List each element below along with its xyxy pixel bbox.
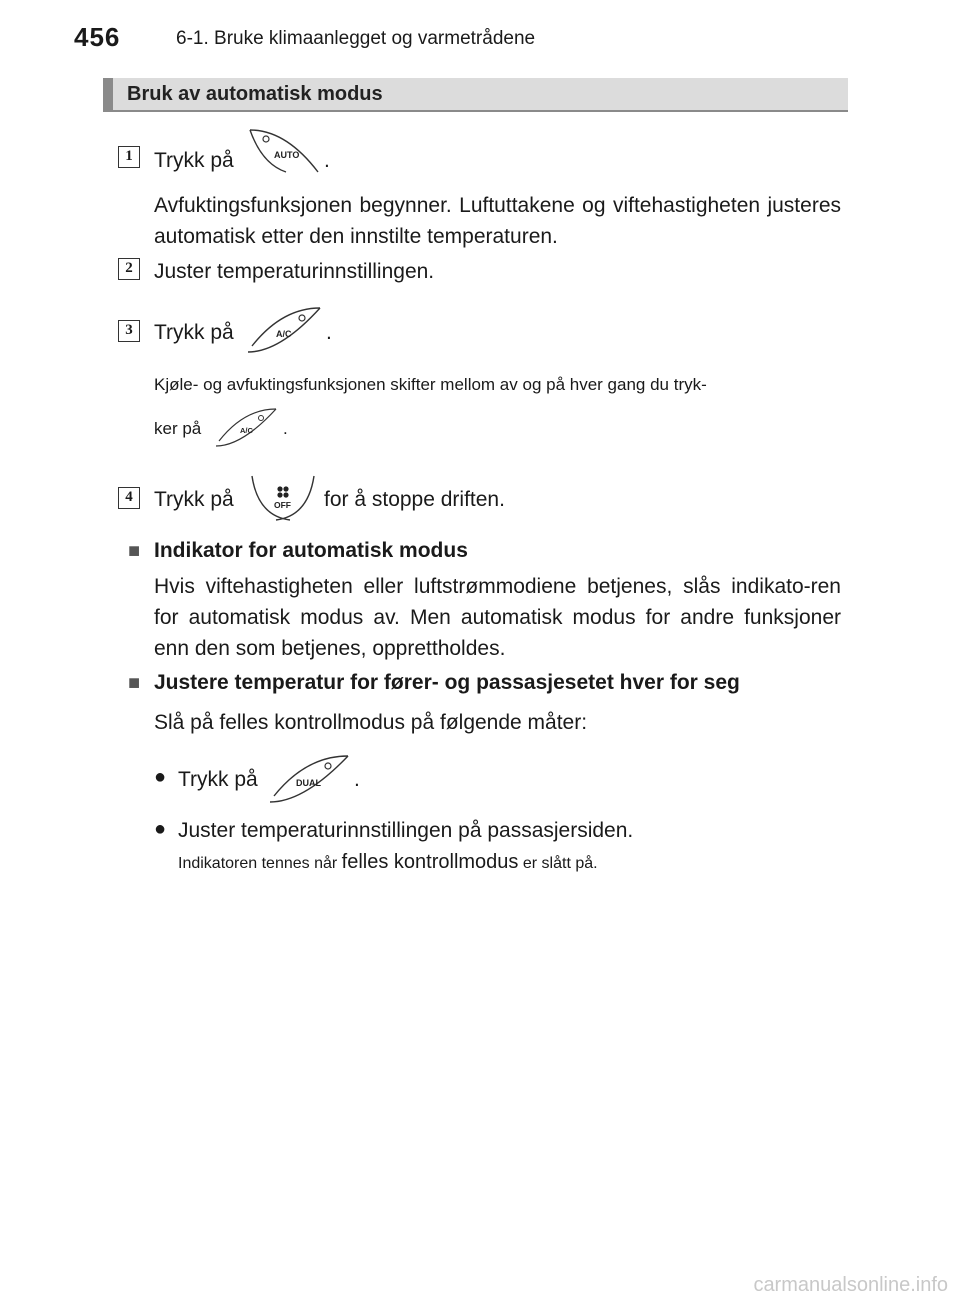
round-bullet-icon: ●	[154, 766, 167, 788]
fan-icon	[277, 486, 288, 497]
step-4-suffix: for å stoppe driften.	[324, 488, 505, 511]
watermark: carmanualsonline.info	[753, 1274, 948, 1296]
note-2-bullet-1-suffix: .	[354, 768, 360, 791]
note-2-bullet-2-text: Juster temperaturinnstillingen på passasjersiden.	[178, 819, 634, 842]
footnote-part-b: felles kontrollmodus	[341, 851, 519, 873]
note-2-footnote	[178, 851, 598, 874]
ac-button-icon	[246, 304, 324, 354]
off-button-label: OFF	[274, 500, 291, 510]
step-3-detail-suffix: .	[283, 419, 288, 438]
note-2-bullet-1-prefix: Trykk på	[178, 768, 258, 791]
note-2-text: Slå på felles kontrollmodus på følgende måter:	[154, 711, 588, 734]
step-number-3: 3	[118, 320, 140, 342]
step-1-suffix: .	[324, 149, 330, 172]
step-1-prefix: Trykk på	[154, 149, 234, 172]
auto-button-label: AUTO	[274, 150, 300, 160]
step-number-2: 2	[118, 258, 140, 280]
ac-button-label: A/C	[276, 329, 292, 339]
auto-button-icon	[246, 128, 322, 174]
footnote-part-a: Indikatoren tennes når	[178, 855, 338, 872]
chapter-title: 6-1. Bruke klimaanlegget og varmetrådene	[176, 28, 536, 49]
off-button-icon	[248, 474, 318, 522]
step-3-detail-line1: Kjøle- og avfuktingsfunksjonen skifter mellom av og på hver gang du tryk-	[154, 375, 707, 394]
step-number-1: 1	[118, 146, 140, 168]
section-header-bar	[103, 78, 848, 112]
square-bullet-icon: ■	[128, 672, 141, 694]
step-2-text: Juster temperaturinnstillingen.	[154, 260, 435, 283]
step-3-suffix: .	[326, 321, 332, 344]
ac-small-button-label: A/C	[240, 426, 253, 435]
ac-button-small-icon	[214, 406, 280, 448]
step-1-detail: Avfuktingsfunksjonen begynner. Luftuttakene og viftehastigheten justeres automatisk etter den innstilte temperaturen.	[154, 194, 841, 248]
section-title: Bruk av automatisk modus	[127, 83, 383, 105]
step-3-prefix: Trykk på	[154, 321, 234, 344]
note-1-text: Hvis viftehastigheten eller luftstrømmodiene betjenes, slås indikato-ren for automatisk modus av. Men automatisk modus for andre funksjoner enn den som betjenes, opprettholdes.	[154, 575, 841, 660]
step-number-4: 4	[118, 487, 140, 509]
dual-button-icon	[268, 752, 352, 804]
note-2-heading: Justere temperatur for fører- og passasjesetet hver for seg	[154, 671, 740, 694]
dual-button-label: DUAL	[296, 778, 321, 788]
footnote-part-c: er slått på.	[522, 855, 598, 872]
round-bullet-icon: ●	[154, 818, 167, 840]
note-1-heading: Indikator for automatisk modus	[154, 539, 468, 562]
step-3-detail-line2: ker på	[154, 419, 202, 438]
page-number: 456	[74, 22, 121, 52]
step-4-prefix: Trykk på	[154, 488, 234, 511]
square-bullet-icon: ■	[128, 540, 141, 562]
